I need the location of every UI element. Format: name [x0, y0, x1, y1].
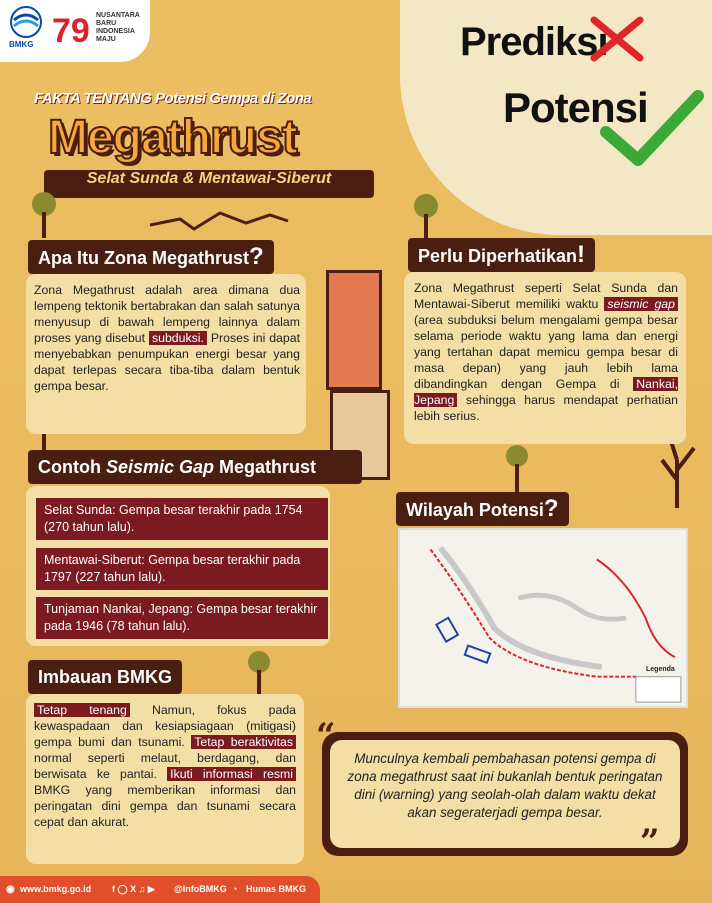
- ri79-logo-icon: [50, 8, 94, 48]
- question-mark: ?: [249, 243, 264, 270]
- word-prediksi: Prediksi: [460, 20, 608, 64]
- logo-banner: [0, 0, 150, 62]
- definition-text-b: Proses ini dapat menyebabkan penumpukan energi besar yang dapat terlepas secara tiba-tiba dalam bentuk gempa besar.: [34, 331, 300, 393]
- ground-crack-icon: [150, 205, 290, 235]
- perlu-text-b: (area subduksi belum mengalami gempa besar selama periode waktu yang lama dan energi yang tertahan dapat memicu gempa besar di masa depan) yang jauh lebih lama dibandingkan dengan Gempa di: [414, 313, 678, 391]
- subduksi-highlight: subduksi.: [149, 331, 207, 345]
- heading-text: Imbauan BMKG: [38, 667, 173, 687]
- map-graphic: [400, 530, 686, 706]
- seismic-gap-highlight: seismic gap: [604, 297, 678, 311]
- tag-tetap-tenang: Tetap tenang: [34, 703, 130, 717]
- close-quote-icon: ”: [640, 822, 660, 862]
- tag-tetap-beraktivitas: Tetap beraktivitas: [191, 735, 296, 749]
- section-heading-megathrust: [28, 240, 274, 274]
- definition-text-a: Zona Megathrust adalah area dimana dua lempeng tektonik bertabrakan dan salah satunya menyusup di bawah lempeng lainnya dalam proses yang disebut: [34, 283, 300, 345]
- building-illustration: [326, 270, 382, 390]
- social-icons: f ◯ X ♫ ▶: [112, 884, 155, 894]
- word-potensi: Potensi: [503, 84, 648, 131]
- tagline-line-2: BARU: [96, 20, 117, 27]
- tagline-line-1: NUSANTARA: [96, 12, 140, 19]
- section-heading-wilayah: [396, 492, 569, 526]
- svg-text:79: 79: [52, 12, 90, 48]
- megathrust-map: [398, 528, 688, 708]
- title-main: Megathrust: [48, 111, 297, 164]
- tag-ikuti-informasi: Ikuti informasi resmi: [167, 767, 296, 781]
- perlu-text-c: sehingga harus mendapat perhatian lebih serius.: [414, 393, 678, 423]
- check-icon: [598, 88, 708, 168]
- open-quote-icon: “: [316, 716, 336, 756]
- exclamation-mark: !: [577, 241, 586, 268]
- perlu-text: [414, 280, 678, 424]
- imbauan-text-1: Namun, fokus pada kewaspadaan dan kesiapsiagaan (mitigasi) gempa bumi dan tsunami.: [34, 703, 297, 749]
- megathrust-definition: [34, 282, 300, 394]
- tagline-line-3: INDONESIA: [96, 28, 135, 35]
- footer-social[interactable]: @InfoBMKG: [174, 884, 227, 894]
- nankai-highlight: Nankai, Jepang: [414, 377, 678, 407]
- heading-text: Apa Itu Zona Megathrust: [38, 248, 249, 268]
- heading-text: Wilayah Potensi: [406, 500, 544, 520]
- gap-item: Selat Sunda: Gempa besar terakhir pada 1754 (270 tahun lalu).: [36, 498, 328, 540]
- bmkg-logo-icon: [10, 6, 42, 38]
- subtitle-text: Selat Sunda & Mentawai-Siberut: [86, 170, 332, 187]
- footer-bar: [0, 876, 320, 903]
- quote-text: Munculnya kembali pembahasan potensi gempa di zona megathrust saat ini bukanlah bentuk peringatan dini (warning) yang seolah-olah dalam waktu dekat akan segeraterjadi gempa besar.: [347, 751, 663, 820]
- tagline-line-4: MAJU: [96, 36, 116, 43]
- section-heading-seismic-gap: [28, 450, 362, 484]
- tree-icon: [28, 190, 60, 240]
- tree-icon: [503, 444, 531, 494]
- footer-website[interactable]: www.bmkg.go.id: [20, 884, 92, 894]
- humas-icon: ◔: [232, 884, 238, 894]
- gap-item: Tunjaman Nankai, Jepang: Gempa besar terakhir pada 1946 (78 tahun lalu).: [36, 597, 328, 639]
- imbauan-text-2: normal seperti melaut, berdagang, dan berwisata ke pantai.: [34, 751, 296, 781]
- map-legend: Legenda: [646, 666, 675, 673]
- subtitle-banner: [44, 170, 374, 198]
- perlu-text-a: Zona Megathrust seperti Selat Sunda dan Mentawai-Siberut memiliki waktu: [414, 281, 678, 311]
- section-heading-imbauan: [28, 660, 182, 694]
- footer-humas[interactable]: Humas BMKG: [246, 884, 307, 894]
- heading-text-b: Seismic Gap: [105, 457, 215, 477]
- bmkg-label: BMKG: [9, 40, 34, 49]
- cross-icon: [588, 14, 648, 64]
- heading-text-c: Megathrust: [214, 457, 317, 477]
- question-mark: ?: [543, 495, 559, 522]
- heading-text-a: Contoh: [38, 457, 106, 477]
- anniversary-tagline: [96, 12, 156, 44]
- imbauan-text: [34, 702, 296, 830]
- imbauan-text-3: BMKG yang memberikan informasi dan peringatan dini gempa dan tsunami secara cepat dan akurat.: [34, 783, 296, 829]
- gap-item: Mentawai-Siberut: Gempa besar terakhir pada 1797 (227 tahun lalu).: [36, 548, 328, 590]
- section-heading-perlu: [408, 238, 595, 272]
- tree-icon: [410, 192, 442, 242]
- globe-icon: ◉: [6, 884, 15, 895]
- title-kicker: FAKTA TENTANG Potensi Gempa di Zona: [34, 90, 312, 107]
- heading-text: Perlu Diperhatikan: [418, 246, 578, 266]
